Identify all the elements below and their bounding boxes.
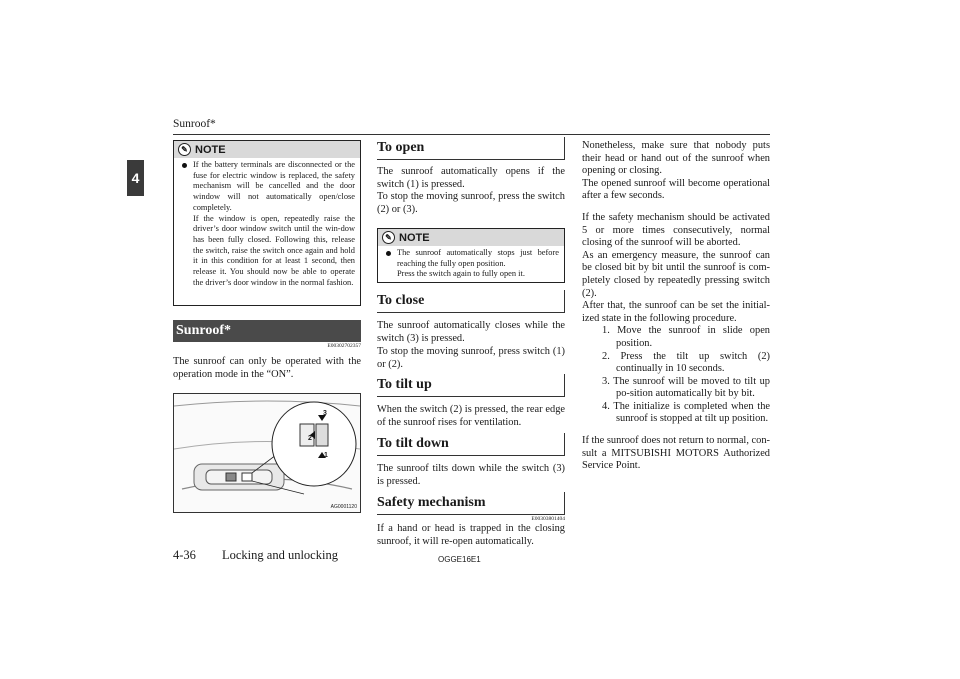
safety-paragraph: If a hand or head is trapped in the closing sunroof, it will re-open automatically.	[377, 523, 565, 547]
note-body	[378, 246, 564, 284]
note-text: If the battery terminals are disconnected or the fuse for electric window is replaced, the safety mechanism will be cancelled and the door window will not automatically open/close completely. If the window is open, repeatedly raise the driver’s door window switch until the win-dow has been fully closed. Following this, release the switch, raise the switch once again and hold it in this condition for at least 1 second, then release it. You should now be able to operate the driver’s door window in the normal fashion.	[193, 160, 355, 287]
section-code: E00302702357	[327, 343, 361, 349]
footer-section-title: Locking and unlocking	[222, 548, 338, 562]
col3-paragraph-6: If the sunroof does not return to normal, con-sult a MITSUBISHI MOTORS Authorized Service Point.	[582, 435, 770, 472]
step-item: 4. The initialize is completed when the sunroof is stopped at tilt up position.	[602, 400, 770, 425]
col3-paragraph-2: The opened sunroof will become operational after a few seconds.	[582, 177, 770, 202]
step-item: 3. The sunroof will be moved to tilt up po-sition automatically bit by bit.	[602, 375, 770, 400]
close-paragraph-2: To stop the moving sunroof, press switch (1) or (2).	[377, 346, 565, 370]
note-label: NOTE	[195, 143, 226, 156]
note-header	[378, 229, 564, 246]
page-header-title: Sunroof*	[173, 118, 216, 130]
note-box-open	[377, 228, 565, 283]
col3-paragraph-1: Nonetheless, make sure that nobody puts their head or hand out of the sunroof when opening or closing.	[582, 140, 770, 177]
callout-2: 2	[308, 435, 312, 442]
open-paragraph-1: The sunroof automatically opens if the switch (1) is pressed.	[377, 166, 565, 190]
open-paragraph-2: To stop the moving sunroof, press the switch (2) or (3).	[377, 191, 565, 215]
step-item: 2. Press the tilt up switch (2) continually in 10 seconds.	[602, 350, 770, 375]
sunroof-switch-figure	[173, 393, 361, 513]
note-box-battery	[173, 140, 361, 306]
column-3	[582, 140, 770, 473]
note-pencil-icon: ✎	[178, 143, 191, 156]
intro-paragraph: The sunroof can only be operated with the operation mode in the “ON”.	[173, 356, 361, 380]
note-text: The sunroof automatically stops just before reaching the fully open position. Press the switch again to fully open it.	[397, 248, 559, 279]
step-item: 1. Move the sunroof in slide open position.	[602, 325, 770, 349]
safety-code: E00303801404	[531, 516, 565, 522]
bullet-icon	[386, 251, 391, 256]
chapter-tab: 4	[127, 160, 144, 196]
heading-to-tilt-up: To tilt up	[377, 374, 565, 397]
callout-1: 1	[324, 452, 328, 459]
bullet-icon	[182, 163, 187, 168]
heading-to-tilt-down: To tilt down	[377, 433, 565, 456]
note-header	[174, 141, 360, 158]
page-number: 4-36	[173, 548, 196, 562]
col3-paragraph-3: If the safety mechanism should be activated 5 or more times consecutively, normal closing of the sunroof will be aborted.	[582, 211, 770, 249]
heading-safety-mechanism: Safety mechanism	[377, 492, 565, 515]
note-pencil-icon: ✎	[382, 231, 395, 244]
col3-paragraph-4: As an emergency measure, the sunroof can be closed bit by bit until the sunroof is com-pletely closed by repeatedly pressing switch (2).	[582, 249, 770, 299]
section-title-sunroof: Sunroof*	[173, 320, 361, 342]
callout-3: 3	[323, 410, 327, 417]
note-body	[174, 158, 360, 292]
tiltdown-paragraph: The sunroof tilts down while the switch (3) is pressed.	[377, 463, 565, 487]
close-paragraph-1: The sunroof automatically closes while the switch (3) is pressed.	[377, 320, 565, 344]
sunroof-switch-illustration	[174, 394, 360, 512]
col3-paragraph-5: After that, the sunroof can be set the initial-ized state in the following procedure.	[582, 300, 770, 324]
figure-code: AG0001120	[330, 504, 357, 510]
procedure-steps	[582, 325, 770, 426]
heading-to-open: To open	[377, 137, 565, 160]
document-code: OGGE16E1	[438, 555, 481, 564]
tiltup-paragraph: When the switch (2) is pressed, the rear edge of the sunroof rises for ventilation.	[377, 404, 565, 428]
heading-to-close: To close	[377, 290, 565, 313]
header-rule	[173, 134, 770, 135]
note-label: NOTE	[399, 231, 430, 244]
